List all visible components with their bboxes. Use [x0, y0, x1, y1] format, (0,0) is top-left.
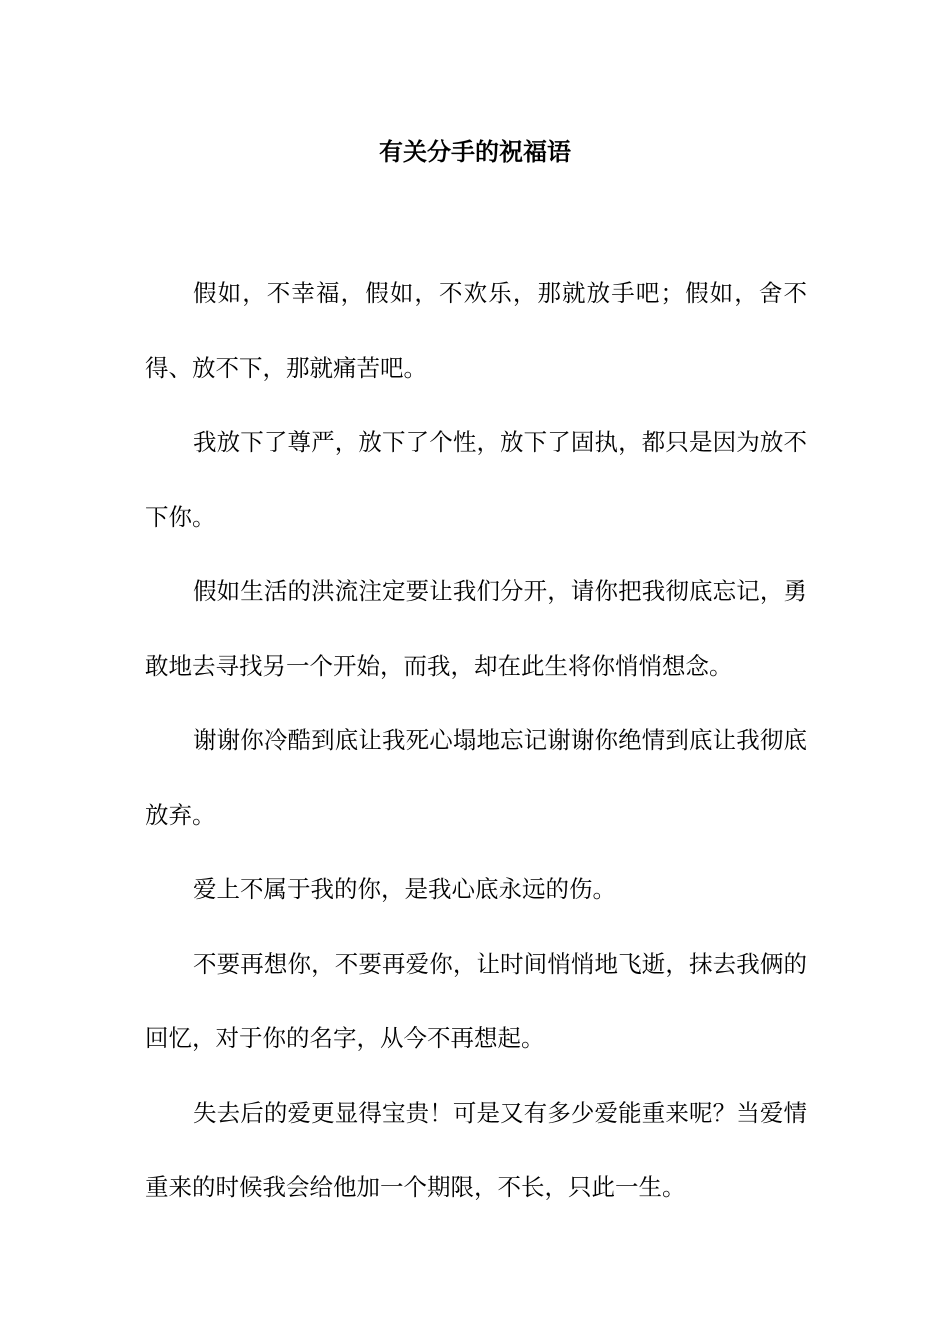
paragraph-6: 不要再想你，不要再爱你，让时间悄悄地飞逝，抹去我俩的回忆，对于你的名字，从今不再想起。 — [145, 949, 807, 1052]
paragraph-4: 谢谢你冷酷到底让我死心塌地忘记谢谢你绝情到底让我彻底放弃。 — [145, 726, 807, 829]
document-body — [145, 256, 807, 1225]
page-title: 有关分手的祝福语 — [379, 137, 571, 166]
paragraph-5: 爱上不属于我的你，是我心底永远的伤。 — [193, 875, 616, 903]
paragraph-7: 失去后的爱更显得宝贵！可是又有多少爱能重来呢？当爱情重来的时候我会给他加一个期限，不长，只此一生。 — [145, 1098, 807, 1201]
paragraph-2: 我放下了尊严，放下了个性，放下了固执，都只是因为放不下你。 — [145, 428, 807, 531]
paragraph-3: 假如生活的洪流注定要让我们分开，请你把我彻底忘记，勇敢地去寻找另一个开始，而我，却在此生将你悄悄想念。 — [145, 577, 807, 680]
paragraph-1: 假如，不幸福，假如，不欢乐，那就放手吧；假如，舍不得、放不下，那就痛苦吧。 — [145, 279, 807, 382]
